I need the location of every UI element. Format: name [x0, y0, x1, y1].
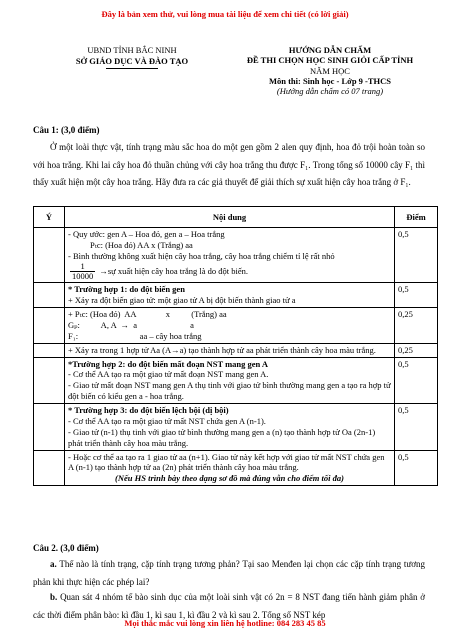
table-row — [34, 357, 438, 404]
header-content: Nội dung — [65, 207, 395, 228]
doc-title: HƯỚNG DẪN CHẤM — [288, 45, 372, 55]
case-2-line-1: - Cơ thể AA tạo ra một giao tử mất đoạn NST mang gen A. — [68, 369, 269, 380]
case-3-line-1: - Cơ thể AA tạo ra một giao tử mất NST chứa gen A (n-1). — [68, 415, 266, 426]
question-1-text — [33, 139, 425, 192]
case-3-alt-line: - Hoặc cơ thể aa tạo ra 1 giao tử aa (n+1). Giao tử này kết hợp với giao tử mất NST chứa gen A (n-1) tạo thành hợp tử aa (2n) phát triển thành cây hoa màu trắng. — [68, 451, 385, 473]
row-y-cell — [34, 308, 65, 344]
issuer-underline — [106, 68, 158, 69]
doc-subtitle: ĐỀ THI CHỌN HỌC SINH GIỎI CẤP TỈNH — [246, 55, 414, 66]
table-row — [34, 308, 438, 344]
row-score-cell: 0,5 — [395, 283, 438, 308]
question-1-body: Ở một loài thực vật, tính trạng màu sắc hoa do một gen gồm 2 alen quy định, hoa đỏ trội hoàn toàn so với hoa trắng. Khi lai cây hoa đỏ thuần chủng với cây hoa trắng thu được F₁. Trong tổng số 10000 cây F₁ thì thấy xuất hiện một cây hoa trắng. Hãy đưa ra các giả thuyết để giải thích sự xuất hiện cây hoa trắng ở F₁. — [33, 142, 425, 188]
row-score-cell: 0,5 — [395, 228, 438, 283]
convention-line: - Quy ước: gen A – Hoa đỏ, gen a – Hoa trắng — [68, 229, 225, 239]
cross-p-line: + Pₜc: (Hoa đỏ) AA x (Trắng) aa — [68, 309, 227, 320]
part-b-text: Quan sát 4 nhóm tế bào sinh dục của một loài sinh vật có 2n = 8 NST đang tiến hành giảm phân ở các thời điểm phân bào: kì đầu 1, kì sau 1, kì đầu 2 và kì sau 2. Tổng số NST kép — [33, 592, 425, 620]
question-1-title: Câu 1: (3,0 điểm) — [33, 125, 100, 135]
row-score-cell: 0,25 — [395, 343, 438, 357]
answer-table — [33, 206, 438, 486]
subject-line: Môn thi: Sinh học - Lớp 9 -THCS — [268, 76, 392, 87]
preview-banner: Đây là bản xem thử, vui lòng mua tài liệu để xem chi tiết (có lời giải) — [101, 9, 349, 19]
case-1-line: + Xảy ra đột biến giao tử: một giao tử A bị đột biến thành giao tử a — [68, 295, 296, 306]
row-y-cell — [34, 228, 65, 283]
table-row — [34, 404, 438, 451]
row-content-cell: + Xảy ra trong 1 hợp tử Aa (A→a) tạo thành hợp tử aa phát triển thành cây hoa màu trắng. — [65, 343, 395, 357]
row-content-cell — [65, 404, 395, 451]
ratio-fraction — [70, 262, 95, 282]
row-score-cell: 0,5 — [395, 357, 438, 404]
row-content-cell — [65, 450, 395, 486]
issuer-line-1: UBND TỈNH BẮC NINH — [87, 45, 177, 55]
row-score-cell: 0,25 — [395, 308, 438, 344]
row-score-cell: 0,5 — [395, 450, 438, 486]
page-count-note: (Hướng dẫn chấm có 07 trang) — [276, 86, 384, 97]
document-title-block — [225, 45, 435, 97]
parent-cross-line: Pₜc: (Hoa đỏ) AA x (Trắng) aa — [90, 239, 193, 250]
cross-g-line: Gₚ: A, A → a a — [68, 319, 194, 330]
row-content-cell — [65, 308, 395, 344]
question-2-part-a — [33, 556, 425, 591]
case-2-heading: *Trường hợp 2: do đột biến mất đoạn NST mang gen A — [68, 358, 269, 369]
case-3-line-2: - Giao tử (n-1) thụ tinh với giao tử bình thường mang gen a (n) tạo thành hợp tử Oa (2n-1) phát triển thành cây hoa màu trắng. — [68, 426, 376, 448]
question-2-title: Câu 2. (3,0 điểm) — [33, 543, 99, 553]
ratio-line — [68, 262, 391, 282]
header-y: Ý — [34, 207, 65, 228]
cross-f1-line: F₁: aa – cây hoa trắng — [68, 330, 202, 341]
row-y-cell — [34, 404, 65, 451]
row-content-cell — [65, 357, 395, 404]
row-y-cell — [34, 450, 65, 486]
fraction-numerator: 1 — [70, 262, 95, 272]
hotline-banner: Mọi thắc mắc vui lòng xin liên hệ hotline: 084 283 45 85 — [124, 618, 326, 628]
ratio-conclusion: →sự xuất hiện cây hoa trắng là do đột biến. — [99, 265, 248, 276]
part-a-label: a. — [50, 559, 57, 569]
issuer-header — [52, 45, 212, 69]
case-3-heading: * Trường hợp 3: do đột biến lệch bội (dị bội) — [68, 405, 229, 416]
part-b-label: b. — [50, 592, 58, 602]
row-content-cell — [65, 283, 395, 308]
issuer-line-2: SỞ GIÁO DỤC VÀ ĐÀO TẠO — [75, 56, 189, 67]
table-row — [34, 283, 438, 308]
case-1-heading: * Trường hợp 1: do đột biến gen — [68, 284, 185, 295]
table-row — [34, 228, 438, 283]
table-row — [34, 450, 438, 486]
row-content-cell — [65, 228, 395, 283]
row-y-cell — [34, 357, 65, 404]
normal-case-line: - Bình thường không xuất hiện cây hoa trắng, cây hoa trắng chiếm tỉ lệ rất nhỏ — [68, 250, 335, 261]
header-score: Điểm — [395, 207, 438, 228]
row-y-cell — [34, 343, 65, 357]
grading-note: (Nếu HS trình bày theo dạng sơ đồ mà đúng vẫn cho điểm tối đa) — [115, 473, 344, 484]
case-2-line-2: - Giao tử mất đoạn NST mang gen A thụ tinh với giao tử bình thường mang gen a tạo ra hợp tử đột biến có kiểu gen a - hoa trắng. — [68, 380, 391, 402]
school-year: NĂM HỌC — [310, 65, 350, 76]
table-row — [34, 343, 438, 357]
row-y-cell — [34, 283, 65, 308]
table-header-row — [34, 207, 438, 228]
row-score-cell: 0,5 — [395, 404, 438, 451]
part-a-text: Thế nào là tính trạng, cặp tính trạng tương phản? Tại sao Menđen lại chọn các cặp tính trạng tương phản khi thực hiện các phép lai? — [33, 559, 425, 587]
fraction-denominator: 10000 — [72, 270, 94, 281]
